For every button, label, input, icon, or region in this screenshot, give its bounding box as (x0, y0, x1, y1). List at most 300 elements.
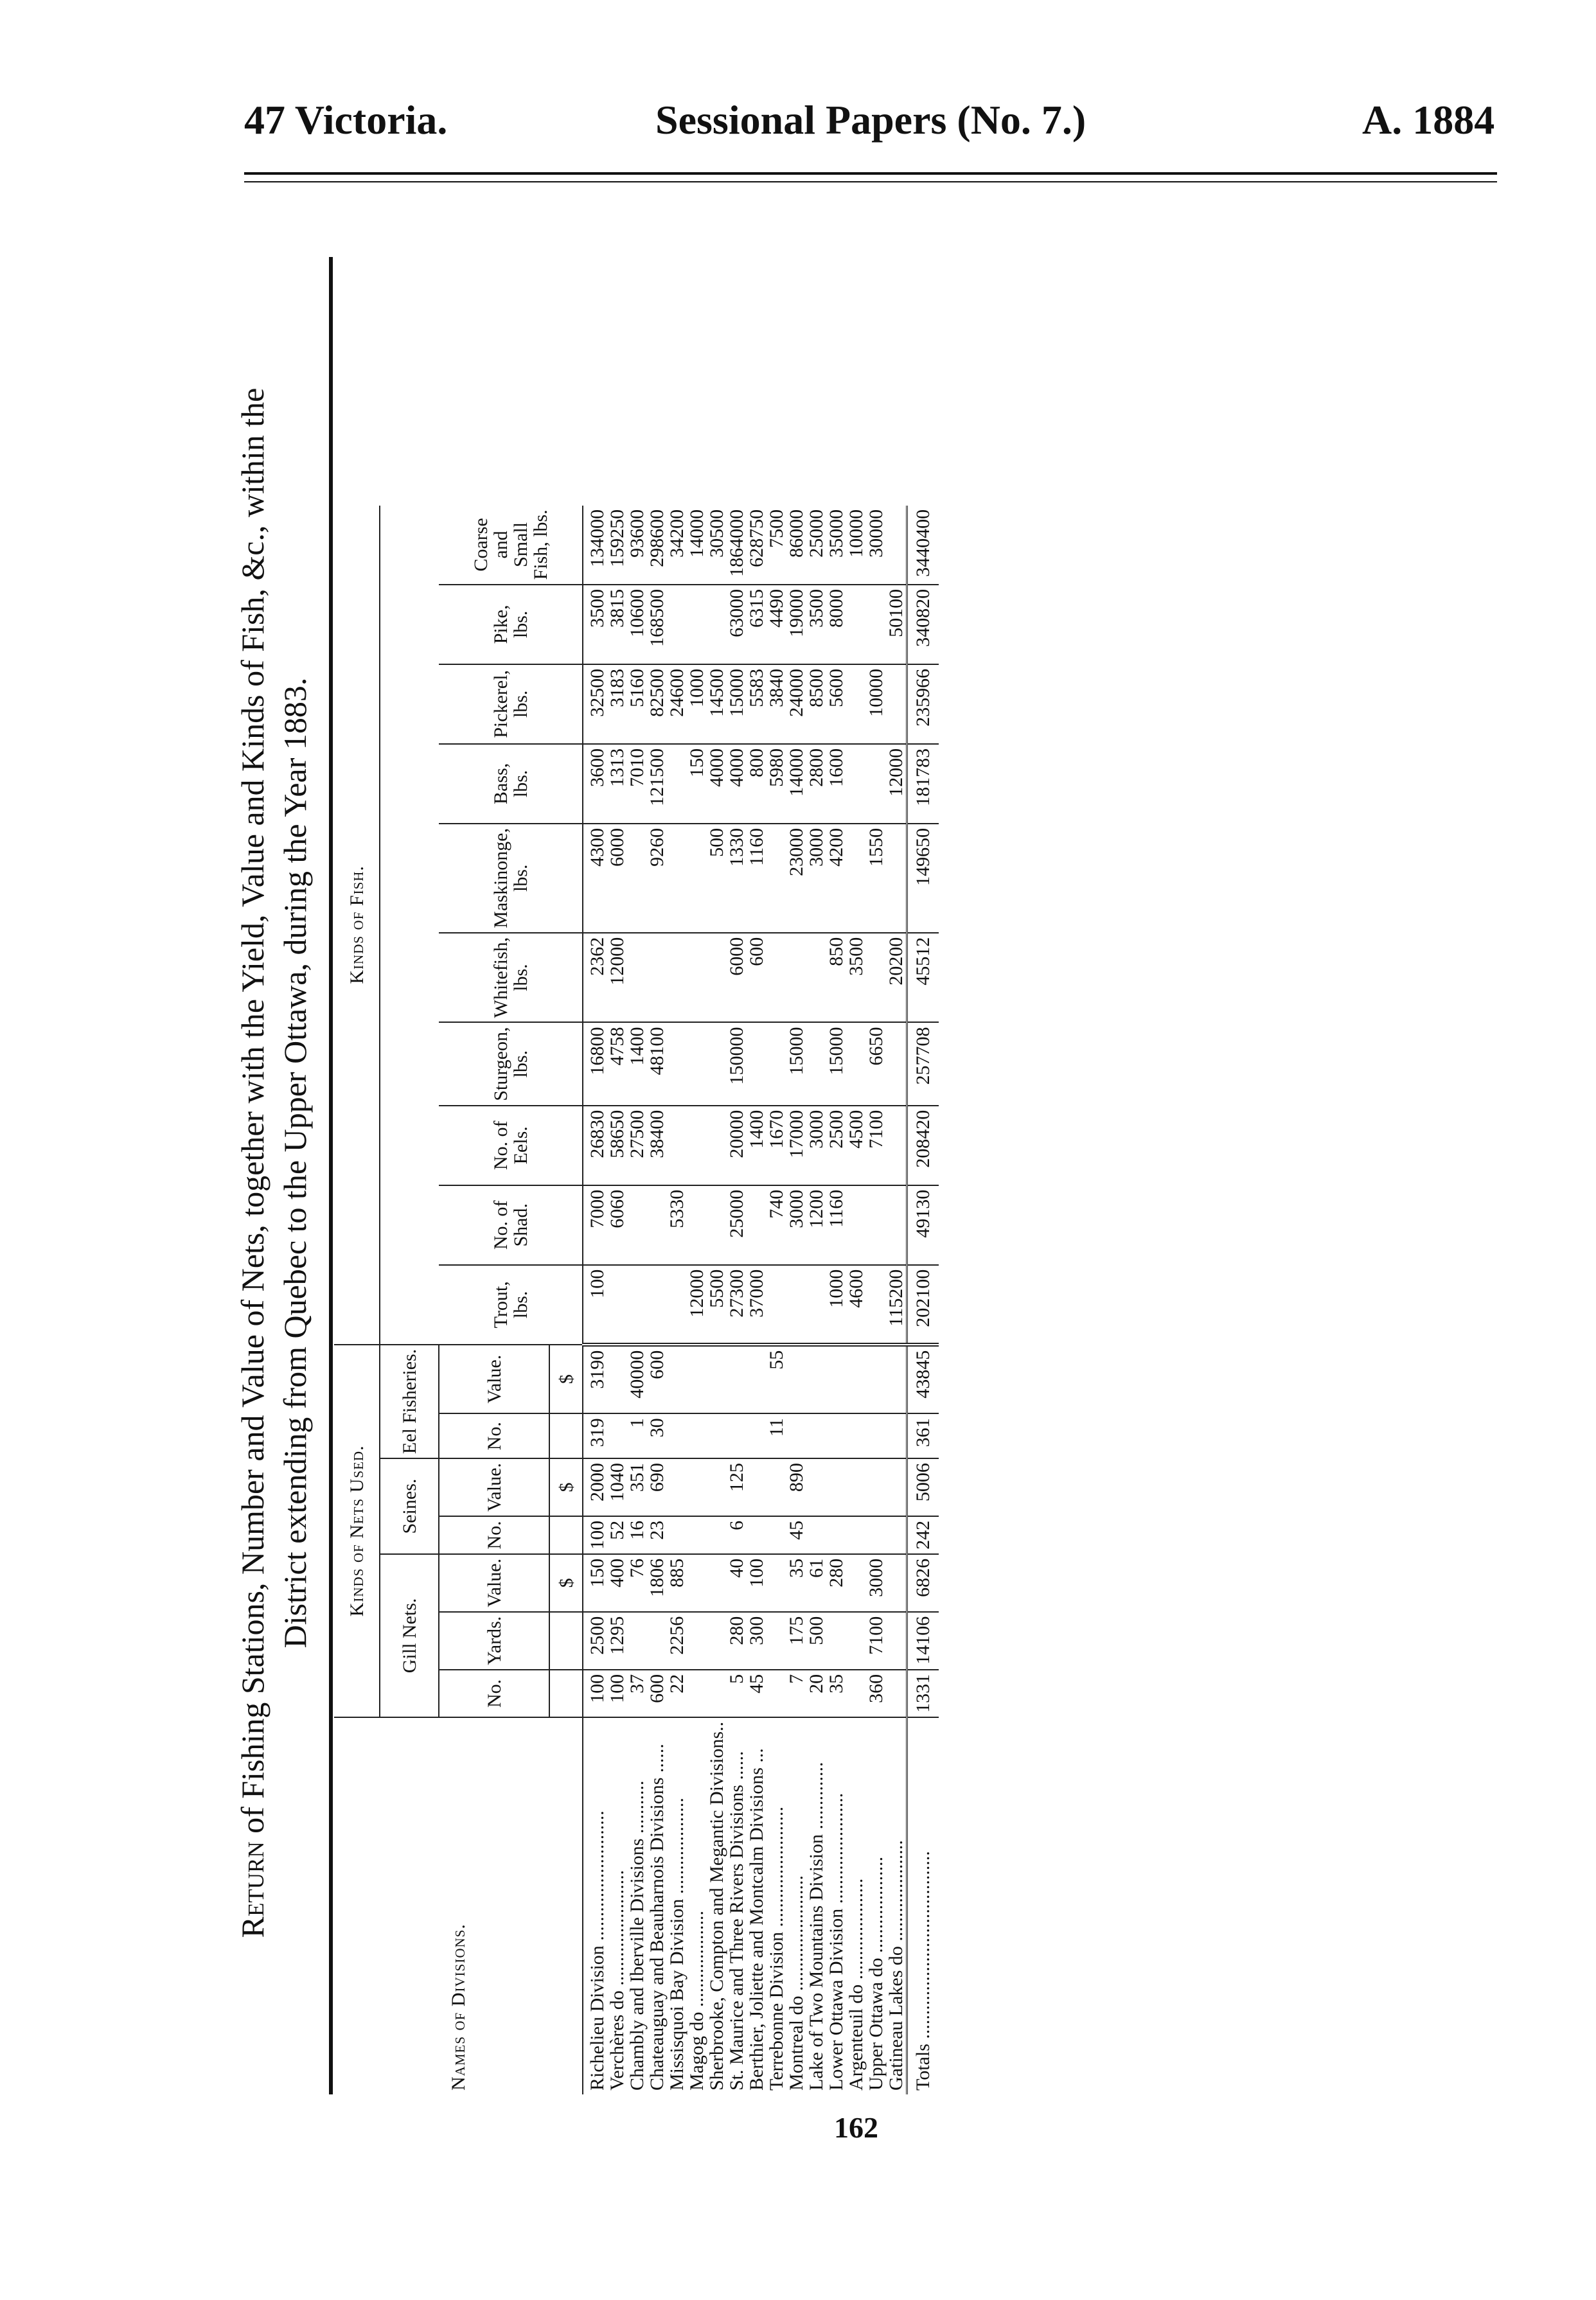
gill-nets-header: Gill Nets. (380, 1554, 439, 1717)
table-cell (687, 1458, 707, 1516)
table-cell (846, 1413, 866, 1458)
table-cell: 48100 (647, 1023, 667, 1106)
totals-row (907, 506, 939, 2094)
table-cell: 49130 (907, 1185, 939, 1265)
table-cell (607, 1345, 627, 1414)
table-cell: 690 (647, 1458, 667, 1516)
table-cell: 16800 (583, 1023, 607, 1106)
table-cell: 6315 (747, 585, 767, 664)
table-cell: 45 (786, 1516, 806, 1554)
page-number: 162 (834, 2111, 878, 2144)
table-cell: 1000 (826, 1265, 846, 1345)
table-cell (806, 933, 826, 1023)
table-cell: 10000 (846, 506, 866, 585)
table-cell: 6000 (607, 824, 627, 933)
table-row (846, 506, 866, 2094)
fishing-return-table (334, 506, 939, 2094)
table-cell (886, 1345, 907, 1414)
table-cell (767, 1458, 786, 1516)
header-rule-thick (244, 172, 1497, 175)
table-cell (846, 824, 866, 933)
table-cell: 27500 (627, 1106, 647, 1185)
net-col-unit (549, 1612, 583, 1670)
table-cell (846, 1458, 866, 1516)
table-cell (747, 1458, 767, 1516)
table-cell (707, 933, 727, 1023)
table-cell: 7000 (583, 1185, 607, 1265)
table-cell: 20000 (727, 1106, 747, 1185)
net-col-header: Value. (439, 1554, 549, 1612)
table-cell (826, 1458, 846, 1516)
table-cell: 4000 (727, 744, 747, 824)
table-cell (846, 585, 866, 664)
fish-col-header: Whitefish, lbs. (439, 933, 583, 1023)
table-cell (886, 1554, 907, 1612)
table-row (866, 506, 886, 2094)
table-cell (886, 1458, 907, 1516)
table-cell: 35 (826, 1670, 846, 1717)
fish-col-header: Trout, lbs. (439, 1265, 583, 1345)
table-cell: 24000 (786, 664, 806, 744)
table-cell: 100 (583, 1516, 607, 1554)
table-cell: 100 (583, 1265, 607, 1345)
table-cell: 93600 (627, 506, 647, 585)
table-cell: 3440400 (907, 506, 939, 585)
rotated-return-table (231, 206, 1452, 2133)
net-col-header: No. (439, 1670, 549, 1717)
table-cell (707, 1458, 727, 1516)
table-cell: 27300 (727, 1265, 747, 1345)
fish-subheader-spacer (380, 506, 439, 1345)
table-cell: 4490 (767, 585, 786, 664)
table-cell: 850 (826, 933, 846, 1023)
table-cell (767, 1612, 786, 1670)
table-cell: 12000 (886, 744, 907, 824)
table-cell: 14000 (687, 506, 707, 585)
table-cell (846, 664, 866, 744)
table-cell (687, 824, 707, 933)
table-cell: 1160 (826, 1185, 846, 1265)
table-cell (667, 1106, 687, 1185)
table-cell (707, 1345, 727, 1414)
table-cell: 45512 (907, 933, 939, 1023)
table-cell: 600 (647, 1345, 667, 1414)
table-cell: 100 (607, 1670, 627, 1717)
net-col-header: Value. (439, 1458, 549, 1516)
table-cell (786, 1265, 806, 1345)
table-cell (846, 744, 866, 824)
table-cell: 23 (647, 1516, 667, 1554)
table-cell (846, 1345, 866, 1414)
table-row (806, 506, 826, 2094)
table-cell: 3500 (806, 585, 826, 664)
fish-col-header: No. of Eels. (439, 1106, 583, 1185)
table-cell: 121500 (647, 744, 667, 824)
table-cell: 14106 (907, 1612, 939, 1670)
table-cell: 19000 (786, 585, 806, 664)
table-cell: 360 (866, 1670, 886, 1717)
table-cell (747, 1413, 767, 1458)
table-cell: 25000 (727, 1185, 747, 1265)
table-row (826, 506, 846, 2094)
table-cell (687, 1023, 707, 1106)
table-cell (627, 1612, 647, 1670)
kinds-of-nets-header: Kinds of Nets Used. (334, 1345, 380, 1717)
table-cell (627, 1265, 647, 1345)
table-cell: 628750 (747, 506, 767, 585)
table-cell (866, 1185, 886, 1265)
division-name: Argenteuil do ..................... (846, 1878, 867, 2091)
net-col-unit: $ (549, 1458, 583, 1516)
table-cell (707, 1612, 727, 1670)
table-cell (707, 1106, 727, 1185)
table-cell: 1400 (747, 1106, 767, 1185)
table-cell (687, 1185, 707, 1265)
table-cell: 6000 (727, 933, 747, 1023)
table-cell: 16 (627, 1516, 647, 1554)
table-cell: 43845 (907, 1345, 939, 1414)
table-cell (747, 1185, 767, 1265)
table-cell: 5006 (907, 1458, 939, 1516)
table-cell (866, 1345, 886, 1414)
table-cell (826, 1345, 846, 1414)
header-sessional-papers: Sessional Papers (No. 7.) (655, 97, 1086, 143)
table-cell (846, 1516, 866, 1554)
table-cell: 1200 (806, 1185, 826, 1265)
table-cell: 890 (786, 1458, 806, 1516)
table-cell (647, 1612, 667, 1670)
table-cell: 4500 (846, 1106, 866, 1185)
table-cell (866, 1265, 886, 1345)
table-cell (647, 1185, 667, 1265)
division-name: Missisquoi Bay Division .................... (666, 1798, 687, 2091)
table-cell (707, 1516, 727, 1554)
table-cell: 150 (583, 1554, 607, 1612)
table-cell: 1295 (607, 1612, 627, 1670)
table-cell: 12000 (607, 933, 627, 1023)
division-name: Lower Ottawa Division ....................... (826, 1792, 847, 2091)
table-cell: 1160 (747, 824, 767, 933)
fish-col-header: No. of Shad. (439, 1185, 583, 1265)
table-cell (627, 824, 647, 933)
net-col-header: Value. (439, 1345, 549, 1414)
table-title (231, 231, 316, 2094)
table-cell: 3000 (786, 1185, 806, 1265)
table-cell (747, 1516, 767, 1554)
table-cell: 14500 (707, 664, 727, 744)
table-cell: 242 (907, 1516, 939, 1554)
table-cell (806, 1413, 826, 1458)
table-cell: 61 (806, 1554, 826, 1612)
table-cell (687, 585, 707, 664)
net-col-unit (549, 1516, 583, 1554)
table-cell: 1313 (607, 744, 627, 824)
table-cell (767, 1265, 786, 1345)
table-cell: 3000 (866, 1554, 886, 1612)
table-cell: 25000 (806, 506, 826, 585)
table-cell (866, 1413, 886, 1458)
table-cell: 6826 (907, 1554, 939, 1612)
table-cell (826, 1516, 846, 1554)
net-col-unit (549, 1413, 583, 1458)
table-row (886, 506, 907, 2094)
table-cell (707, 1185, 727, 1265)
fish-col-header: Pickerel, lbs. (439, 664, 583, 744)
table-cell: 24600 (667, 664, 687, 744)
table-cell: 1330 (727, 824, 747, 933)
table-cell: 1864000 (727, 506, 747, 585)
division-name: Totals ....................................... (907, 1717, 939, 2094)
table-cell: 76 (627, 1554, 647, 1612)
division-name: Lake of Two Mountains Division .............. (806, 1762, 827, 2091)
table-cell: 82500 (647, 664, 667, 744)
table-cell: 37 (627, 1670, 647, 1717)
division-name: Chambly and Iberville Divisions ........... (626, 1780, 648, 2091)
table-cell (826, 1612, 846, 1670)
net-col-header: No. (439, 1516, 549, 1554)
table-cell (886, 506, 907, 585)
table-cell: 1331 (907, 1670, 939, 1717)
table-cell: 15000 (786, 1023, 806, 1106)
table-cell (767, 933, 786, 1023)
table-cell (647, 933, 667, 1023)
table-cell (866, 933, 886, 1023)
division-name: St. Maurice and Three Rivers Divisions ...... (726, 1751, 747, 2091)
table-cell: 1040 (607, 1458, 627, 1516)
table-cell (886, 824, 907, 933)
table-cell: 14000 (786, 744, 806, 824)
table-cell (806, 1265, 826, 1345)
table-cell: 35000 (826, 506, 846, 585)
table-cell: 150000 (727, 1023, 747, 1106)
table-cell: 340820 (907, 585, 939, 664)
table-row (786, 506, 806, 2094)
table-cell: 100 (747, 1554, 767, 1612)
table-cell (727, 1345, 747, 1414)
table-cell: 400 (607, 1554, 627, 1612)
table-cell: 23000 (786, 824, 806, 933)
table-cell (786, 933, 806, 1023)
table-cell: 125 (727, 1458, 747, 1516)
division-name: Berthier, Joliette and Montcalm Divisions ... (746, 1748, 767, 2091)
table-cell: 4200 (826, 824, 846, 933)
table-cell (786, 1413, 806, 1458)
table-cell: 38400 (647, 1106, 667, 1185)
table-cell: 1670 (767, 1106, 786, 1185)
table-cell: 34200 (667, 506, 687, 585)
table-cell (707, 1023, 727, 1106)
table-cell: 8000 (826, 585, 846, 664)
names-of-divisions-header: Names of Divisions. (334, 1717, 583, 2094)
division-name: Magog do .................... (686, 1911, 707, 2091)
table-cell (667, 1458, 687, 1516)
table-cell (707, 585, 727, 664)
table-cell: 6 (727, 1516, 747, 1554)
table-cell: 208420 (907, 1106, 939, 1185)
table-cell (806, 1023, 826, 1106)
table-cell: 86000 (786, 506, 806, 585)
table-cell: 3000 (806, 824, 826, 933)
table-cell: 30000 (866, 506, 886, 585)
table-cell (747, 1345, 767, 1414)
table-cell (767, 824, 786, 933)
net-col-unit (549, 1670, 583, 1717)
table-cell: 50100 (886, 585, 907, 664)
fish-col-header: Sturgeon, lbs. (439, 1023, 583, 1106)
table-cell: 30500 (707, 506, 727, 585)
table-cell (667, 1023, 687, 1106)
seines-header: Seines. (380, 1458, 439, 1554)
table-cell: 280 (826, 1554, 846, 1612)
division-name: Chateauguay and Beauharnois Divisions ...... (646, 1744, 668, 2091)
fish-col-header: Pike, lbs. (439, 585, 583, 664)
table-cell: 2362 (583, 933, 607, 1023)
table-cell: 3500 (583, 585, 607, 664)
table-cell: 115200 (886, 1265, 907, 1345)
eel-fisheries-header: Eel Fisheries. (380, 1345, 439, 1458)
division-name: Gatineau Lakes do ..................... (885, 1840, 907, 2091)
table-cell: 500 (707, 824, 727, 933)
table-cell: 280 (727, 1612, 747, 1670)
table-row (667, 506, 687, 2094)
table-cell: 37000 (747, 1265, 767, 1345)
table-cell (687, 1554, 707, 1612)
table-cell: 55 (767, 1345, 786, 1414)
table-cell (747, 1023, 767, 1106)
table-cell (647, 1265, 667, 1345)
table-cell: 35 (786, 1554, 806, 1612)
header-year: A. 1884 (1362, 97, 1495, 143)
table-cell: 740 (767, 1185, 786, 1265)
table-cell (687, 933, 707, 1023)
table-cell (667, 1265, 687, 1345)
table-cell: 3000 (806, 1106, 826, 1185)
division-name: Montreal do ........................ (786, 1875, 807, 2091)
table-cell: 5 (727, 1670, 747, 1717)
table-cell (687, 1413, 707, 1458)
table-cell: 300 (747, 1612, 767, 1670)
table-cell (767, 1516, 786, 1554)
table-cell (806, 1516, 826, 1554)
table-cell (886, 1612, 907, 1670)
table-cell: 257708 (907, 1023, 939, 1106)
table-cell: 3840 (767, 664, 786, 744)
table-cell: 15000 (826, 1023, 846, 1106)
table-cell (846, 1670, 866, 1717)
table-cell: 58650 (607, 1106, 627, 1185)
header-rule-thin (244, 181, 1497, 182)
table-cell: 52 (607, 1516, 627, 1554)
table-cell (866, 585, 886, 664)
table-cell: 500 (806, 1612, 826, 1670)
table-cell (667, 585, 687, 664)
table-cell: 20200 (886, 933, 907, 1023)
table-cell: 1806 (647, 1554, 667, 1612)
table-row (747, 506, 767, 2094)
table-cell: 6060 (607, 1185, 627, 1265)
table-cell: 10600 (627, 585, 647, 664)
table-cell: 319 (583, 1413, 607, 1458)
table-cell (866, 1458, 886, 1516)
table-cell: 1550 (866, 824, 886, 933)
table-row (707, 506, 727, 2094)
table-cell: 134000 (583, 506, 607, 585)
table-cell (767, 1554, 786, 1612)
table-cell (707, 1670, 727, 1717)
table-cell: 10000 (866, 664, 886, 744)
table-cell (846, 1554, 866, 1612)
table-row (687, 506, 707, 2094)
table-cell: 235966 (907, 664, 939, 744)
table-cell: 1000 (687, 664, 707, 744)
table-cell: 202100 (907, 1265, 939, 1345)
table-row (627, 506, 647, 2094)
table-cell (667, 824, 687, 933)
kinds-of-fish-header: Kinds of Fish. (334, 506, 380, 1345)
table-cell: 181783 (907, 744, 939, 824)
table-cell (687, 1345, 707, 1414)
table-cell (846, 1023, 866, 1106)
table-cell: 30 (647, 1413, 667, 1458)
net-col-header: No. (439, 1413, 549, 1458)
table-row (767, 506, 786, 2094)
fish-col-header: Coarse and Small Fish, lbs. (439, 506, 583, 585)
division-name: Verchères do ........................ (607, 1870, 628, 2091)
table-cell: 7500 (767, 506, 786, 585)
net-col-header: Yards. (439, 1612, 549, 1670)
table-cell: 351 (627, 1458, 647, 1516)
table-cell: 2500 (826, 1106, 846, 1185)
table-cell (667, 1413, 687, 1458)
table-cell (687, 1670, 707, 1717)
table-cell (846, 1185, 866, 1265)
table-cell (767, 1670, 786, 1717)
table-cell: 26830 (583, 1106, 607, 1185)
table-row (607, 506, 627, 2094)
table-cell (886, 1106, 907, 1185)
table-cell (727, 1413, 747, 1458)
table-cell: 298600 (647, 506, 667, 585)
table-cell (886, 1516, 907, 1554)
table-cell: 600 (747, 933, 767, 1023)
table-cell (767, 1023, 786, 1106)
table-cell (866, 744, 886, 824)
title-line1: of Fishing Stations, Number and Value of Nets, together with the Yield, Value and Kinds of Fish, &c., within the (235, 387, 270, 1834)
table-cell (667, 1516, 687, 1554)
table-cell (607, 1413, 627, 1458)
table-cell (687, 1516, 707, 1554)
table-cell: 6650 (866, 1023, 886, 1106)
table-cell: 175 (786, 1612, 806, 1670)
division-name: Sherbrooke, Compton and Megantic Divisions.. (706, 1721, 727, 2091)
net-col-unit: $ (549, 1554, 583, 1612)
table-cell: 11 (767, 1413, 786, 1458)
table-cell: 800 (747, 744, 767, 824)
table-cell: 168500 (647, 585, 667, 664)
table-cell: 361 (907, 1413, 939, 1458)
table-cell: 22 (667, 1670, 687, 1717)
table-cell: 32500 (583, 664, 607, 744)
fish-col-header: Maskinonge, lbs. (439, 824, 583, 933)
table-row (583, 506, 607, 2094)
table-cell (687, 1106, 707, 1185)
table-cell (707, 1413, 727, 1458)
table-cell: 3190 (583, 1345, 607, 1414)
table-cell: 100 (583, 1670, 607, 1717)
division-name: Richelieu Division ........................... (587, 1810, 608, 2091)
table-cell (667, 744, 687, 824)
table-cell: 7 (786, 1670, 806, 1717)
